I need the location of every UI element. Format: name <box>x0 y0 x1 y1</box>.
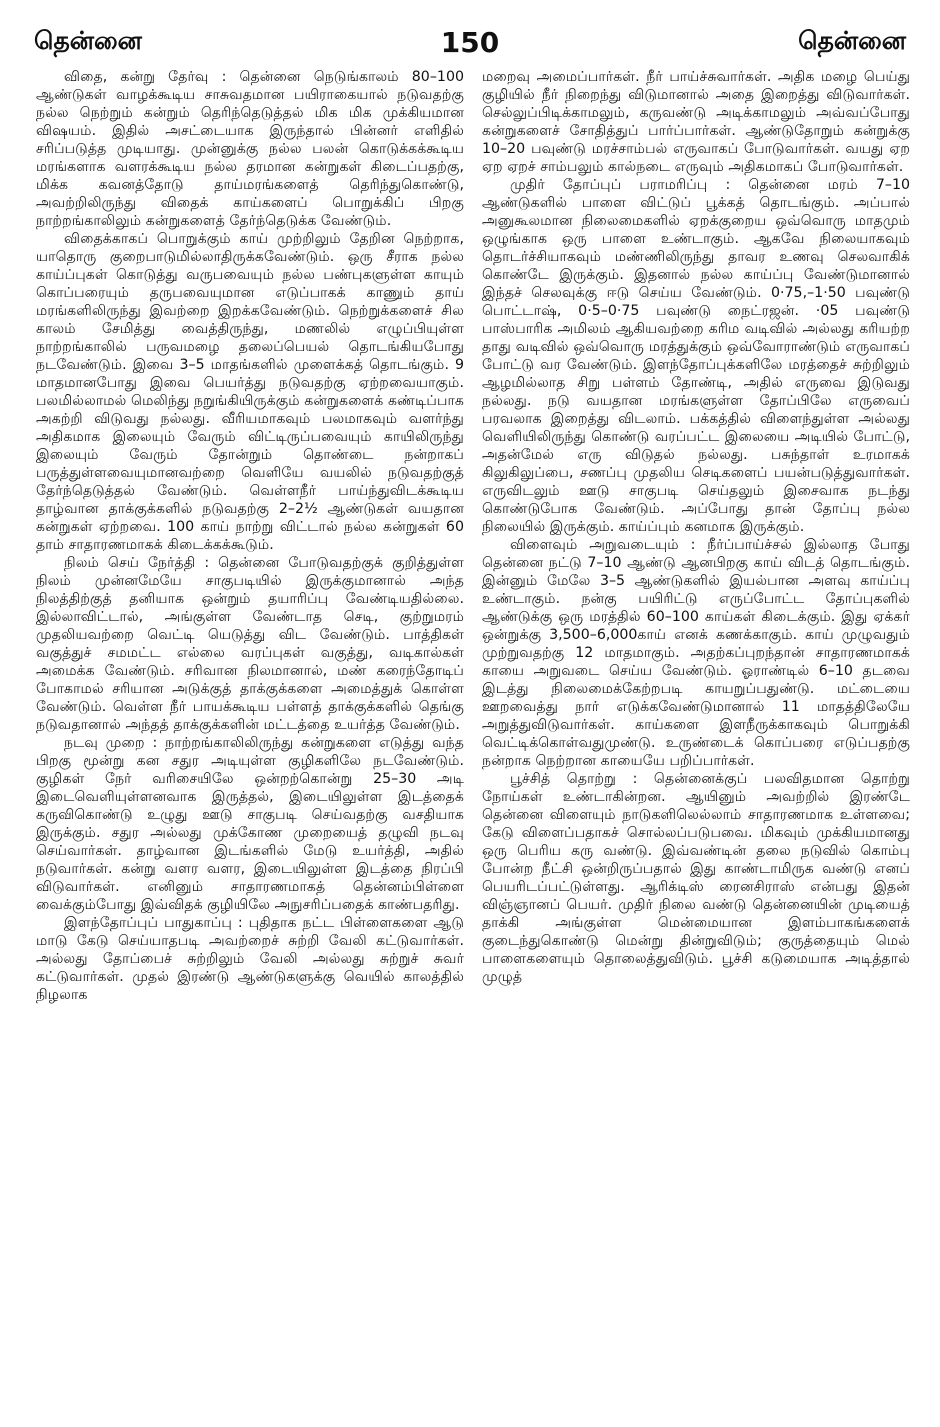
paragraph-text: தென்னை மரம் 7–10 ஆண்டுகளில் பாளை விட்டுப் பூக்கத் தொடங்கும். அப்பால் அனுகூலமான நிலைமைகளில் ஏறக்குறைய ஒவ்வொரு மாதமும் ஒழுங்காக ஒரு பாளை உண்டாகும். ஆகவே நிலையாகவும் தொடர்ச்சியாகவும் மண்ணிலிருந்து தாவர உணவு செலவாகிக் கொண்டே இருக்கும். இதனால் நல்ல காய்ப்பு வேண்டுமானால் இந்தச் செலவுக்கு ஈடு செய்ய வேண்டும். 0·75,–1·50 பவுண்டு பொட்டாஷ், 0·5–0·75 பவுண்டு நைட்ரஜன். ·05 பவுண்டு பாஸ்பாரிக அமிலம் ஆகியவற்றை கரிம வடிவில் அல்லது கரியற்ற தாது வடிவில் ஒவ்வொரு மரத்துக்கும் ஒவ்வோராண்டும் எருவாகப் போட்டு வர வேண்டும். இளந்தோப்புக்களிலே மரத்தைச் சுற்றிலும் ஆழமில்லாத சிறு பள்ளம் தோண்டி, அதில் எருவை இடுவது நல்லது. நடு வயதான மரங்களுள்ள தோப்பிலே எருவைப் பரவலாக இறைத்து விடலாம். பக்கத்தில் விளைந்துள்ள அல்லது வெளியிலிருந்து கொண்டு வரப்பட்ட இலையை அடியில் போட்டு, அதன்மேல் எரு விடுதல் நல்லது. பசுந்தாள் உரமாகக் கிலுகிலுப்பை, சணப்பு முதலிய செடிகளைப் பயன்படுத்துவார்கள். எருவிடலும் ஊடு சாகுபடி செய்தலும் இசைவாக நடந்து கொண்டுபோக வேண்டும். அப்போது தான் தோப்பு நல்ல நிலையில் இருக்கும். காய்ப்பும் கனமாக இருக்கும். <box>482 177 911 535</box>
paragraph <box>482 176 910 536</box>
section-heading: பூச்சித் தொற்று : <box>510 771 638 787</box>
paragraph <box>36 734 464 914</box>
header-left-title: தென்னை <box>34 26 142 55</box>
paragraph-text: மறைவு அமைப்பார்கள். நீர் பாய்ச்சுவார்கள். அதிக மழை பெய்து குழியில் நீர் நிறைந்து விடுமானால் அதை இறைத்து விடுவார்கள். செல்லுப்பிடிக்காமலும், கருவண்டு அடிக்காமலும் அவ்வப்போது கன்றுகளைச் சோதித்துப் பார்ப்பார்கள். ஆண்டுதோறும் கன்றுக்கு 10–20 பவுண்டு மரச்சாம்பல் எருவாகப் போடுவார்கள். வயது ஏற ஏற ஏறச் சாம்பலும் கால்நடை எருவும் அதிகமாகப் போடுவார்கள். <box>482 69 910 175</box>
section-heading: நடவு முறை : <box>64 735 158 751</box>
left-column <box>36 68 464 1004</box>
paragraph-text: நீர்ப்பாய்ச்சல் இல்லாத போது தென்னை நட்டு 7–10 ஆண்டு ஆனபிறகு காய் விடத் தொடங்கும். இன்னும் மேலே 3–5 ஆண்டுகளில் இயல்பான அளவு காய்ப்பு உண்டாகும். நன்கு பயிரிட்டு எருப்போட்ட தோப்புகளில் ஆண்டுக்கு ஒரு மரத்தில் 60–100 காய்கள் கிடைக்கும். இது ஏக்கர் ஒன்றுக்கு 3,500–6,000காய் எனக் கணக்காகும். காய் முழுவதும் முற்றுவதற்கு 12 மாதமாகும். அதற்கப்புறந்தான் சாதாரணமாகக் காயை அறுவடை செய்ய வேண்டும். ஓராண்டில் 6–10 தடவை இடத்து நிலைமைக்கேற்றபடி காயறுப்பதுண்டு. மட்டையை ஊறவைத்து நார் எடுக்கவேண்டுமானால் 11 மாதத்திலேயே அறுத்துவிடுவார்கள். காய்களை இளநீருக்காகவும் பொறுக்கி வெட்டிக்கொள்வதுமுண்டு. உருண்டைக் கொப்பரை எடுப்பதற்கு நன்றாக நெற்றான காயையே பறிப்பார்கள். <box>482 537 910 769</box>
right-column <box>482 68 910 986</box>
page-number: 150 <box>440 26 500 59</box>
paragraph-text: விதைக்காகப் பொறுக்கும் காய் முற்றிலும் தேறின நெற்றாக, யாதொரு குறைபாடுமில்லாதிருக்கவேண்டும். ஒரு சீராக நல்ல காய்ப்புகள் கொடுத்து வருபவையும் நல்ல பண்புகளுள்ள காயும் கொப்பரையும் தருபவையுமான எடுப்பாகக் காணும் தாய் மரங்களிலிருந்து இவற்றை இறக்கவேண்டும். நெற்றுக்களைச் சில காலம் சேமித்து வைத்திருந்து, மணலில் எழுப்பியுள்ள நாற்றங்காலில் பருவமழை தலைப்பெயல் தொடங்கியபோது நடவேண்டும். இவை 3–5 மாதங்களில் முளைக்கத் தொடங்கும். 9 மாதமானபோது இவை பெயர்த்து நடுவதற்கு ஏற்றவையாகும். பலமில்லாமல் மெலிந்து நறுங்கியிருக்கும் கன்றுகளைக் கண்டிப்பாக அகற்றி விடுவது நல்லது. வீரியமாகவும் பலமாகவும் வளர்ந்து அதிகமாக இலையும் வேரும் விட்டிருப்பவையும் காயிலிருந்து இலையும் வேரும் தோன்றும் தொண்டை நன்றாகப் பருத்துள்ளவையுமானவற்றை வெளியே வயலில் நடுவதற்குத் தேர்ந்தெடுத்தல் வேண்டும். வெள்ளநீர் பாய்ந்துவிடக்கூடிய தாழ்வான தாக்குக்களில் நடுவதற்கு 2–2½ ஆண்டுகள் வயதான கன்றுகள் ஏற்றவை. 100 காய் நாற்று விட்டால் நல்ல கன்றுகள் 60 தாம் சாதாரணமாகக் கிடைக்கக்கூடும். <box>36 231 464 553</box>
section-heading: விதை, கன்று தேர்வு : <box>64 69 227 85</box>
paragraph <box>36 914 464 1004</box>
paragraph-text: தென்னை நெடுங்காலம் 80–100 ஆண்டுகள் வாழக்கூடிய சாசுவதமான பயிராகையால் நடுவதற்கு நல்ல நெற்றும் கன்றும் தெரிந்தெடுத்தல் மிக மிக முக்கியமான விஷயம். இதில் அசட்டையாக இருந்தால் பின்னர் எளிதில் சரிப்படுத்த முடியாது. முன்னுக்கு நல்ல பலன் கொடுக்கக்கூடிய மரங்களாக வளரக்கூடிய நல்ல தரமான கன்றுகள் கிடைப்பதற்கு, மிக்க கவனத்தோடு தாய்மரங்களைத் தெரிந்துகொண்டு, அவற்றிலிருந்து விதைக் காய்களைப் பொறுக்கிப் பிறகு நாற்றங்காலிலும் கன்றுகளைத் தேர்ந்தெடுக்க வேண்டும். <box>36 69 464 229</box>
paragraph-text: நாற்றங்காலிலிருந்து கன்றுகளை எடுத்து வந்த பிறகு மூன்று கன சதுர அடியுள்ள குழிகளிலே நடவேண்டும். குழிகள் நேர் வரிசையிலே ஒன்றற்கொன்று 25–30 அடி இடைவெளியுள்ளனவாக இருத்தல், இடையிலுள்ள இடத்தைக் கருவிகொண்டு உழுது ஊடு சாகுபடி செய்வதற்கு வசதியாக இருக்கும். சதுர அல்லது முக்கோண முறையைத் தழுவி நடவு செய்வார்கள். தாழ்வான இடங்களில் மேடு உயர்த்தி, அதில் நடுவார்கள். கன்று வளர வளர, இடையிலுள்ள இடத்தை நிரப்பி விடுவார்கள். எனினும் சாதாரணமாகத் தென்னம்பிள்ளை வைக்கும்போது இவ்விதக் குழியிலே அநுசரிப்பதைக் காண்பதரிது. <box>36 735 465 913</box>
section-heading: முதிர் தோப்புப் பராமரிப்பு : <box>510 177 731 193</box>
paragraph-text: தென்னை போடுவதற்குக் குறித்துள்ள நிலம் முன்னமேயே சாகுபடியில் இருக்குமானால் அந்த நிலத்திற்குத் தனியாக ஒன்றும் தயாரிப்பு வேண்டியதில்லை. இல்லாவிட்டால், அங்குள்ள வேண்டாத செடி, குற்றுமரம் முதலியவற்றை வெட்டி யெடுத்து விட வேண்டும். பாத்திகள் வகுத்துச் சமமட்ட எல்லை வரப்புகள் வகுத்து, வடிகால்கள் அமைக்க வேண்டும். சரிவான நிலமானால், மண் கரைந்தோடிப் போகாமல் சரியான அடுக்குத் தாக்குக்களை அமைத்துக் கொள்ள வேண்டும். வெள்ள நீர் பாயக்கூடிய பள்ளத் தாக்குக்களில் தெங்கு நடுவதானால் அந்தத் தாக்குக்களின் மட்டத்தை உயர்த்த வேண்டும். <box>36 555 464 733</box>
paragraph <box>36 554 464 734</box>
section-heading: நிலம் செய் நேர்த்தி : <box>64 555 210 571</box>
paragraph <box>36 230 464 554</box>
paragraph <box>482 68 910 176</box>
paragraph-text: தென்னைக்குப் பலவிதமான தொற்று நோய்கள் உண்டாகின்றன. ஆயினும் அவற்றில் இரண்டே தென்னை விளையும் நாடுகளிலெல்லாம் சாதாரணமாக உள்ளவை; கேடு விளைப்பதாகச் சொல்லப்படுபவை. மிகவும் முக்கியமானது ஒரு பெரிய கரு வண்டு. இவ்வண்டின் தலை நடுவில் கொம்பு போன்ற நீட்சி ஒன்றிருப்பதால் இது காண்டாமிருக வண்டு எனப் பெயரிடப்பட்டுள்ளது. ஆரிக்டிஸ் ரைனசிராஸ் என்பது இதன் விஞ்ஞானப் பெயர். முதிர் நிலை வண்டு தென்னையின் முடியைத் தாக்கி அங்குள்ள மென்மையான இளம்பாகங்களைக் குடைந்துகொண்டு மென்று தின்றுவிடும்; குருத்தையும் மெல் பாளைகளையும் தொலைத்துவிடும். பூச்சி கடுமையாக அடித்தால் முழுத் <box>482 771 910 985</box>
paragraph <box>482 536 910 770</box>
section-heading: விளைவும் அறுவடையும் : <box>510 537 696 553</box>
header-right-title: தென்னை <box>798 26 906 55</box>
section-heading: இளந்தோப்புப் பாதுகாப்பு : <box>64 915 243 931</box>
paragraph <box>482 770 910 986</box>
paragraph-text: புதிதாக நட்ட பிள்ளைகளை ஆடு மாடு கேடு செய்யாதபடி அவற்றைச் சுற்றி வேலி கட்டுவார்கள். அல்லது தோப்பைச் சுற்றிலும் வேலி அல்லது சுற்றுச் சுவர் கட்டுவார்கள். முதல் இரண்டு ஆண்டுகளுக்கு வெயில் காலத்தில் நிழலாக <box>36 915 465 1003</box>
paragraph <box>36 68 464 230</box>
